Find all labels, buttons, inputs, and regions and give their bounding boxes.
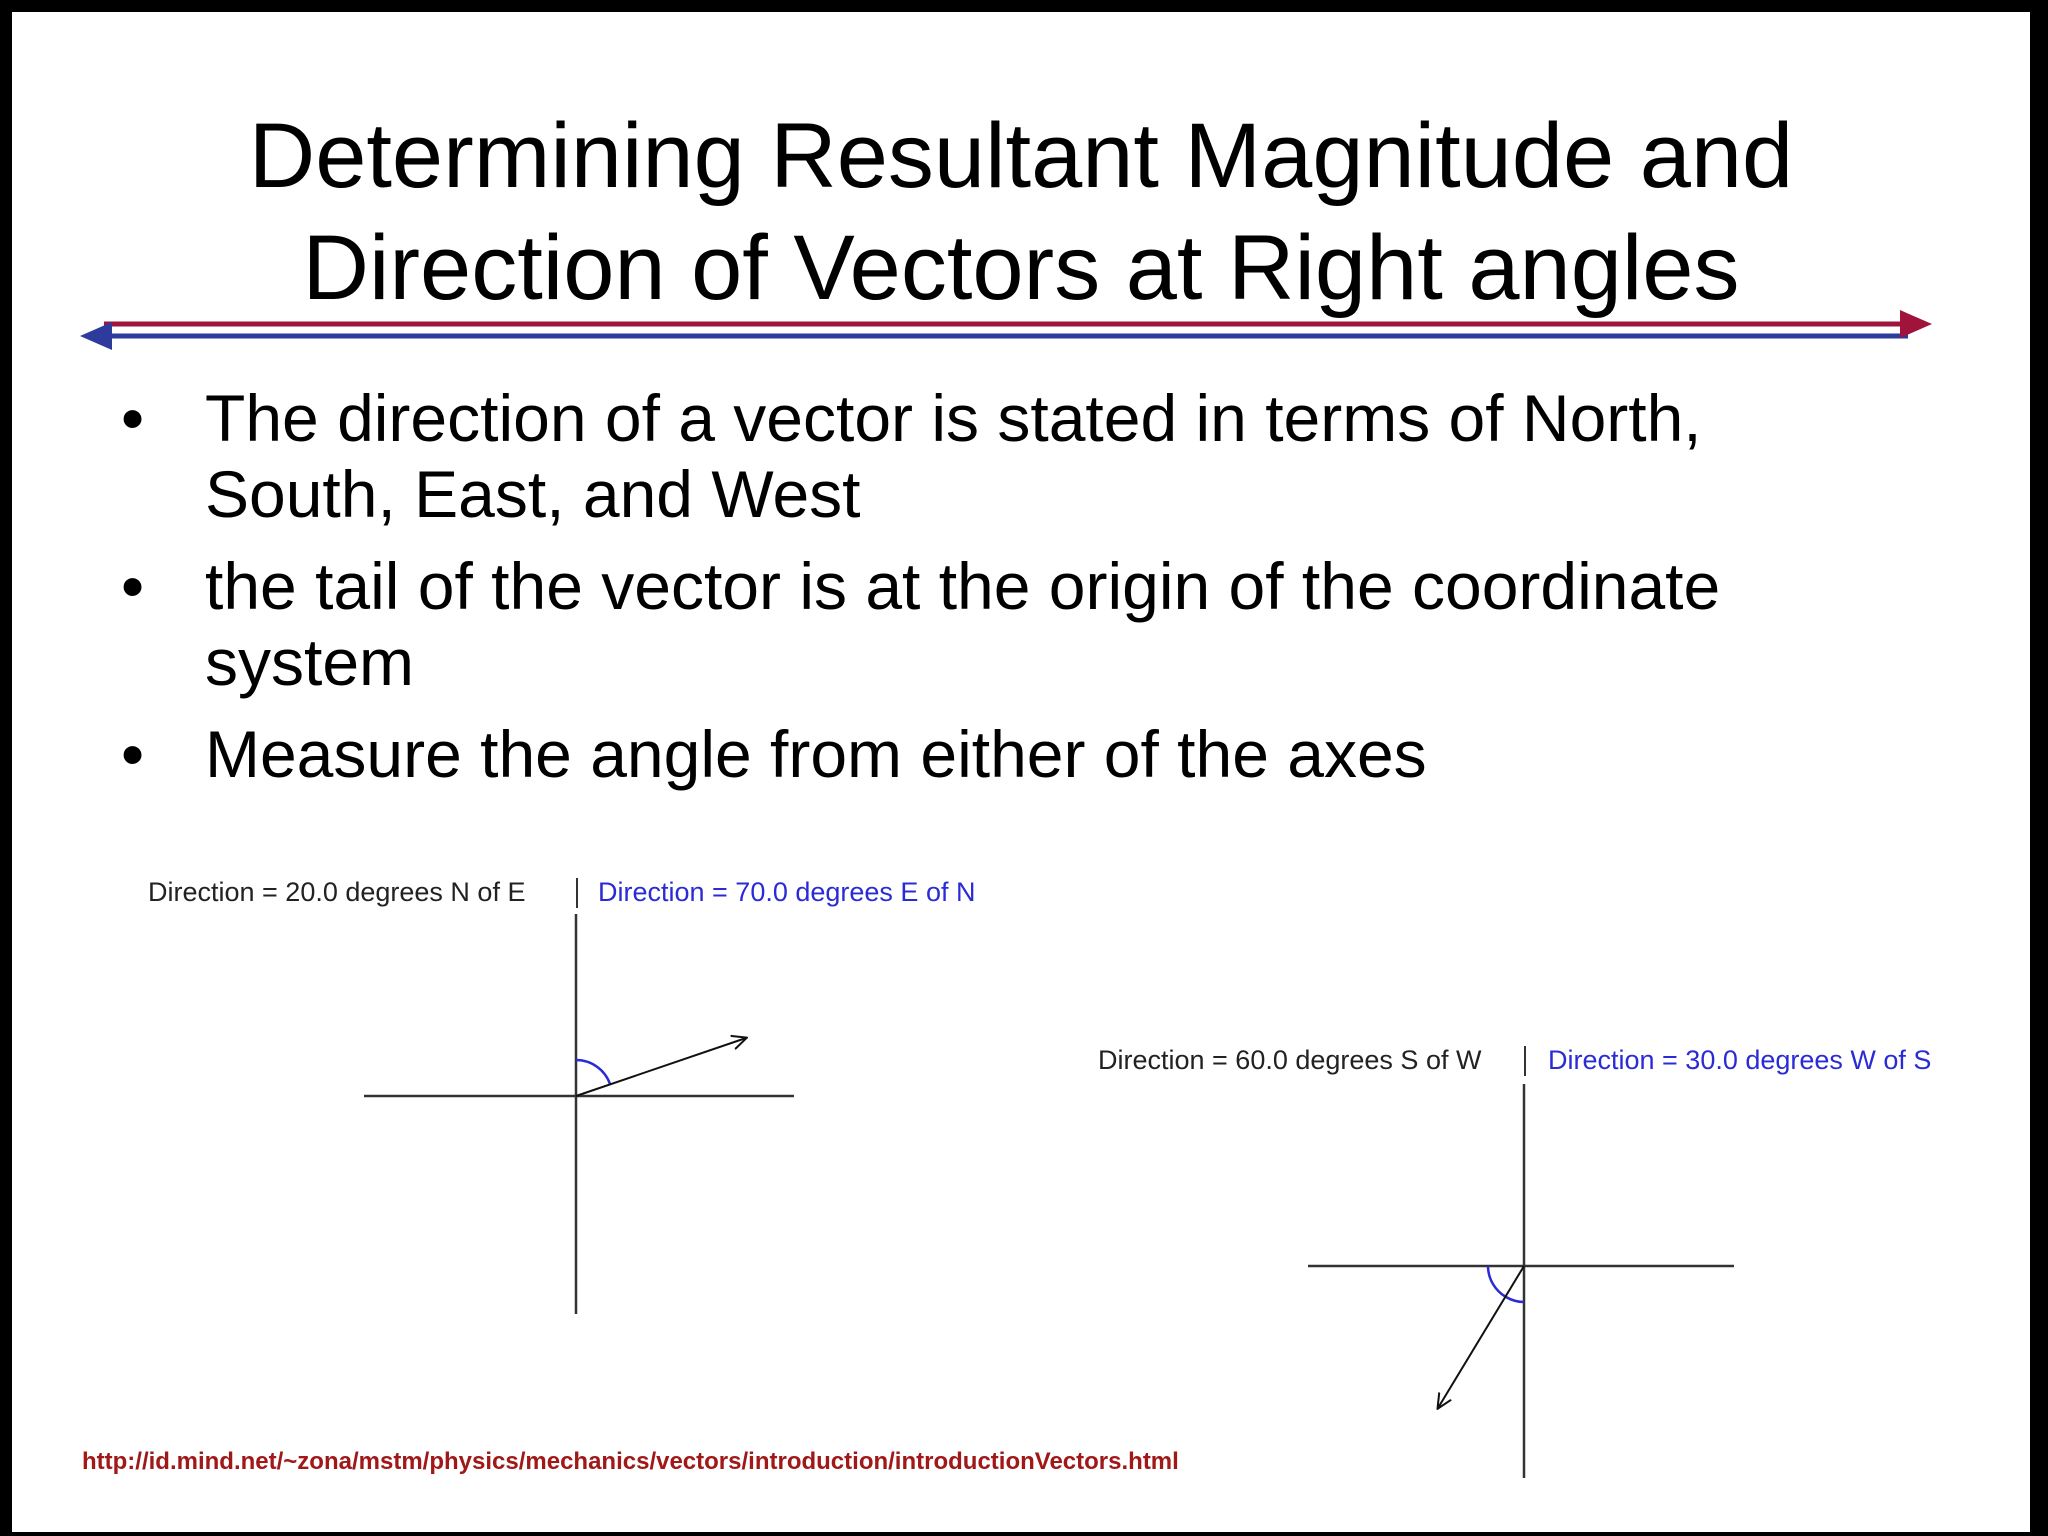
left-angle-arc	[576, 1060, 610, 1084]
right-angle-arc	[1488, 1266, 1506, 1297]
vector-diagrams	[12, 12, 2030, 1532]
left-vector-arrow	[576, 1038, 746, 1096]
right-caption-ws: Direction = 30.0 degrees W of S	[1548, 1045, 1932, 1075]
right-caption-sw: Direction = 60.0 degrees S of W	[1098, 1045, 1482, 1075]
right-vector-arrow	[1438, 1266, 1524, 1408]
bullet-line: system	[205, 625, 415, 699]
bullet-line: the tail of the vector is at the origin of the coordinate	[205, 549, 1721, 623]
bullet-line: South, East, and West	[205, 457, 861, 531]
right-angle-arc-2	[1506, 1297, 1524, 1302]
bullet-line: The direction of a vector is stated in terms of North,	[205, 381, 1702, 455]
bullet-dot: •	[121, 549, 145, 623]
title-line-2: Direction of Vectors at Right angles	[302, 217, 1740, 319]
bullet-dot: •	[121, 381, 145, 455]
left-caption-en: Direction = 70.0 degrees E of N	[598, 877, 976, 907]
right-coordinate-system	[1308, 1084, 1734, 1478]
bullet-line: Measure the angle from either of the axes	[205, 717, 1427, 791]
source-url[interactable]: http://id.mind.net/~zona/mstm/physics/mechanics/vectors/introduction/introductionVectors.html	[82, 1448, 1179, 1475]
left-caption-ne: Direction = 20.0 degrees N of E	[148, 877, 526, 907]
title-line-1: Determining Resultant Magnitude and	[248, 105, 1794, 207]
left-coordinate-system	[364, 914, 794, 1314]
slide	[12, 12, 2030, 1532]
bullet-dot: •	[121, 717, 145, 791]
